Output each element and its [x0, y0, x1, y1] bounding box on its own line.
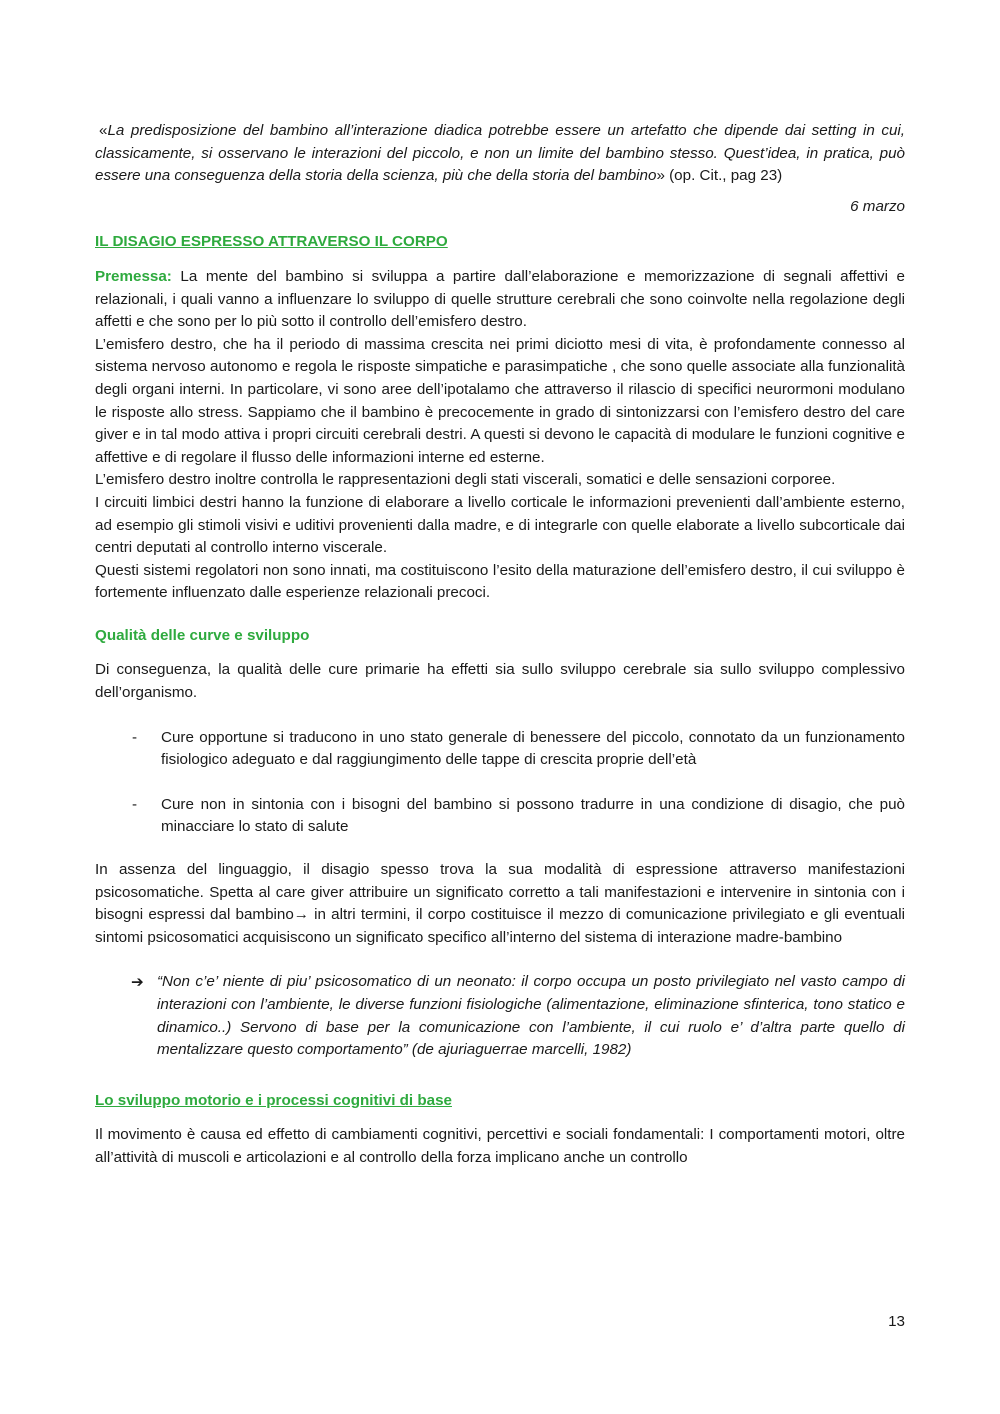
- list-item-text: Cure non in sintonia con i bisogni del bambino si possono tradurre in una condizione di disagio, che può minacciare lo stato di salute: [161, 795, 905, 836]
- dash-marker: -: [132, 728, 138, 746]
- list-item: [95, 794, 905, 839]
- premessa-text: La mente del bambino si sviluppa a partire dall’elaborazione e memorizzazione di segnali affettivi e relazionali, i quali vanno a influenzare lo sviluppo di quelle strutture cerebrali che sono coinvolte nella regolazione degli affetti e che sono per lo più sotto il controllo dell’emisfero destro.: [95, 267, 905, 331]
- paragraph-movimento: Il movimento è causa ed effetto di cambiamenti cognitivi, percettivi e sociali fondamentali: I comportamenti motori, oltre all’attività di muscoli e articolazioni e al controllo della forza implicano anche un controllo: [95, 1126, 905, 1166]
- lecture-date: 6 marzo: [850, 197, 905, 215]
- quote-citation: » (op. Cit., pag 23): [656, 167, 783, 185]
- quote-open-mark: «: [99, 122, 108, 139]
- list-item: [95, 727, 905, 772]
- arrow-quote-item: [95, 971, 905, 1061]
- premessa-label: Premessa:: [95, 267, 172, 285]
- paragraph-rappresentazioni: L’emisfero destro inoltre controlla le rappresentazioni degli stati viscerali, somatici e delle sensazioni corporee.: [95, 471, 836, 489]
- cure-list: [95, 727, 905, 839]
- paragraph-emisfero-destro: L’emisfero destro, che ha il periodo di massima crescita nei primi diciotto mesi di vita, è profondamente connesso al sistema nervoso autonomo e regola le risposte simpatiche e parasimpatiche , che sono quelle associate alla funzionalità degli organi interni. In particolare, vi sono aree dell’ipotalamo che attraverso il rilascio di specifici neurormoni modulano le risposte allo stress. Sappiamo che il bambino è precocemente in grado di sintonizzarsi con l’emisfero destro del care giver e in tal modo attiva i propri circuiti cerebrali destri. A questi si devono le capacità di modulare le funzioni cognitive e affettive e di regolare il flusso delle informazioni interne ed esterne.: [95, 335, 905, 466]
- section-heading-qualita: Qualità delle curve e sviluppo: [95, 626, 310, 644]
- section-heading-sviluppo-motorio: Lo sviluppo motorio e i processi cognitivi di base: [95, 1091, 452, 1109]
- list-item-text: Cure opportune si traducono in uno stato generale di benessere del piccolo, connotato da un funzionamento fisiologico adeguato e dal raggiungimento delle tappe di crescita proprie dell’età: [161, 728, 905, 769]
- premessa-paragraph: [95, 266, 905, 334]
- page-content: [95, 120, 905, 1170]
- dash-marker: -: [132, 795, 138, 813]
- paragraph-conseguenza: Di conseguenza, la qualità delle cure primarie ha effetti sia sullo sviluppo cerebrale sia sullo sviluppo complessivo dell’organismo.: [95, 661, 905, 702]
- section-heading-disagio: IL DISAGIO ESPRESSO ATTRAVERSO IL CORPO: [95, 233, 448, 251]
- paragraph-circuiti-limbici: I circuiti limbici destri hanno la funzione di elaborare a livello corticale le informazioni prevenienti dall’ambiente esterno, ad esempio gli stimoli visivi e uditivi provenienti dalla madre, e di integrarle con quelle elaborate a livello subcorticale dai centri deputati al controllo interno viscerale.: [95, 493, 905, 557]
- arrow-quote-text: “Non c’e’ niente di piu’ psicosomatico di un neonato: il corpo occupa un posto privilegiato nel vasto campo di interazioni con l’ambiente, le diverse funzioni fisiologiche (alimentazione, eliminazione sfinterica, tono statico e dinamico..) Servono di base per la comunicazione con l’ambiente, il cui ruolo e’ d’altra parte quello di mentalizzare questo comportamento” (de ajuriaguerrae marcelli, 1982): [157, 973, 905, 1059]
- page-number: 13: [888, 1313, 905, 1330]
- paragraph-assenza-linguaggio: In assenza del linguaggio, il disagio spesso trova la sua modalità di espressione attraverso manifestazioni psicosomatiche. Spetta al care giver attribuire un significato corretto a tali manifestazioni e intervenire in sintonia con i bisogni espressi dal bambino→ in altri termini, il corpo costituisce il mezzo di comunicazione privilegiato e gli eventuali sintomi psicosomatici acquisiscono un significato specifico all’interno del sistema di interazione madre-bambino: [95, 861, 905, 946]
- quote-italic-text: La predisposizione del bambino all’interazione diadica potrebbe essere un artefatto che dipende dai setting in cui, classicamente, si osservano le interazioni del piccolo, e non un limite del bambino stesso. Quest’idea, in pratica, può essere una conseguenza della storia della scienza, più che della storia del bambino: [95, 122, 905, 185]
- opening-quote: [95, 120, 905, 188]
- arrow-right-icon: ➔: [131, 973, 144, 992]
- paragraph-sistemi-regolatori: Questi sistemi regolatori non sono innati, ma costituiscono l’esito della maturazione dell’emisfero destro, il cui sviluppo è fortemente influenzato dalle esperienze relazionali precoci.: [95, 561, 905, 602]
